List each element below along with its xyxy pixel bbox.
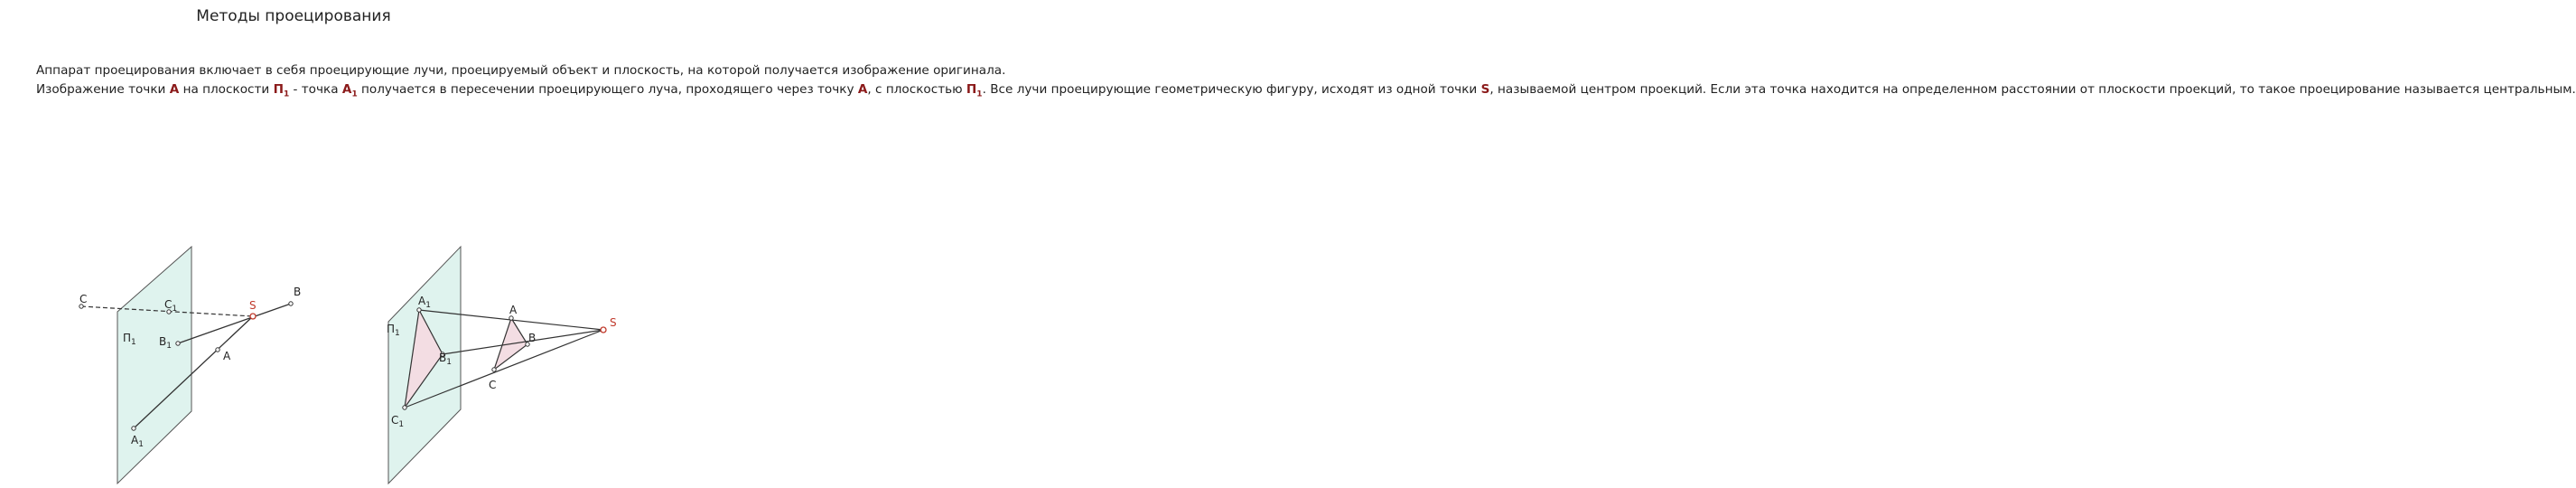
point-a1-label: $A_1$: [341, 82, 358, 99]
point-a1: [132, 427, 135, 430]
p2-text-c: - точка: [289, 82, 342, 97]
projection-diagrams: [0, 0, 650, 488]
left-figure: [79, 247, 301, 483]
label-c1-right: $C_1$: [391, 414, 405, 429]
label-b1: $B_1$: [159, 335, 172, 351]
p2-text-e: , с плоскостью: [867, 82, 966, 97]
point-c-right: [492, 368, 496, 371]
slide-title: Методы проецирования: [196, 7, 391, 25]
label-a1: $A_1$: [131, 434, 144, 449]
label-b-right: B: [528, 332, 537, 344]
label-c: C: [79, 293, 88, 305]
paragraph-1-text: Аппарат проецирования включает в себя проецирующие лучи, проецируемый объект и плоскость, на которой получается изображение оригинала.: [36, 63, 1006, 78]
point-a-label-2: A: [857, 82, 868, 97]
label-p1-right: $П_1$: [387, 323, 400, 338]
point-c1-right: [403, 406, 406, 409]
label-c1: $C_1$: [164, 298, 178, 314]
label-c-right: C: [489, 379, 497, 391]
label-b1-right: $B_1$: [439, 352, 452, 367]
p2-text-g: , называемой центром проекций. Если эта точка находится на определенном расстоянии от плоскости проекций, то такое проецирование называется центральным.: [1489, 82, 2576, 97]
ray-b: [178, 304, 291, 343]
point-a1-right: [417, 308, 421, 312]
p2-text-b: на плоскости: [179, 82, 274, 97]
point-b: [289, 302, 293, 305]
center-s-label: S: [1480, 82, 1490, 97]
label-p1: $П_1$: [123, 332, 136, 347]
p2-text-a: Изображение точки: [36, 82, 170, 97]
p2-text-d: получается в пересечении проецирующего луча, проходящего через точку: [357, 82, 858, 97]
point-a-label: A: [169, 82, 180, 97]
point-a: [216, 348, 219, 352]
label-s: S: [249, 299, 257, 312]
point-a-right: [509, 316, 513, 320]
point-b1: [176, 342, 180, 345]
label-b: B: [294, 286, 302, 298]
label-a: A: [223, 350, 231, 362]
projection-center-s: [250, 314, 256, 319]
label-a1-right: $A_1$: [418, 295, 431, 310]
projection-center-s-right: [601, 327, 606, 333]
plane-p1-label: $П_1$: [273, 82, 290, 99]
label-s-right: S: [610, 316, 617, 329]
plane-p1-label-2: $П_1$: [966, 82, 983, 99]
ray-s-b1: [443, 330, 603, 354]
label-a-right: A: [509, 304, 518, 316]
p2-text-f: . Все лучи проецирующие геометрическую фигуру, исходят из одной точки: [982, 82, 1481, 97]
left-projection-plane: [117, 247, 191, 483]
right-figure: [387, 247, 617, 483]
